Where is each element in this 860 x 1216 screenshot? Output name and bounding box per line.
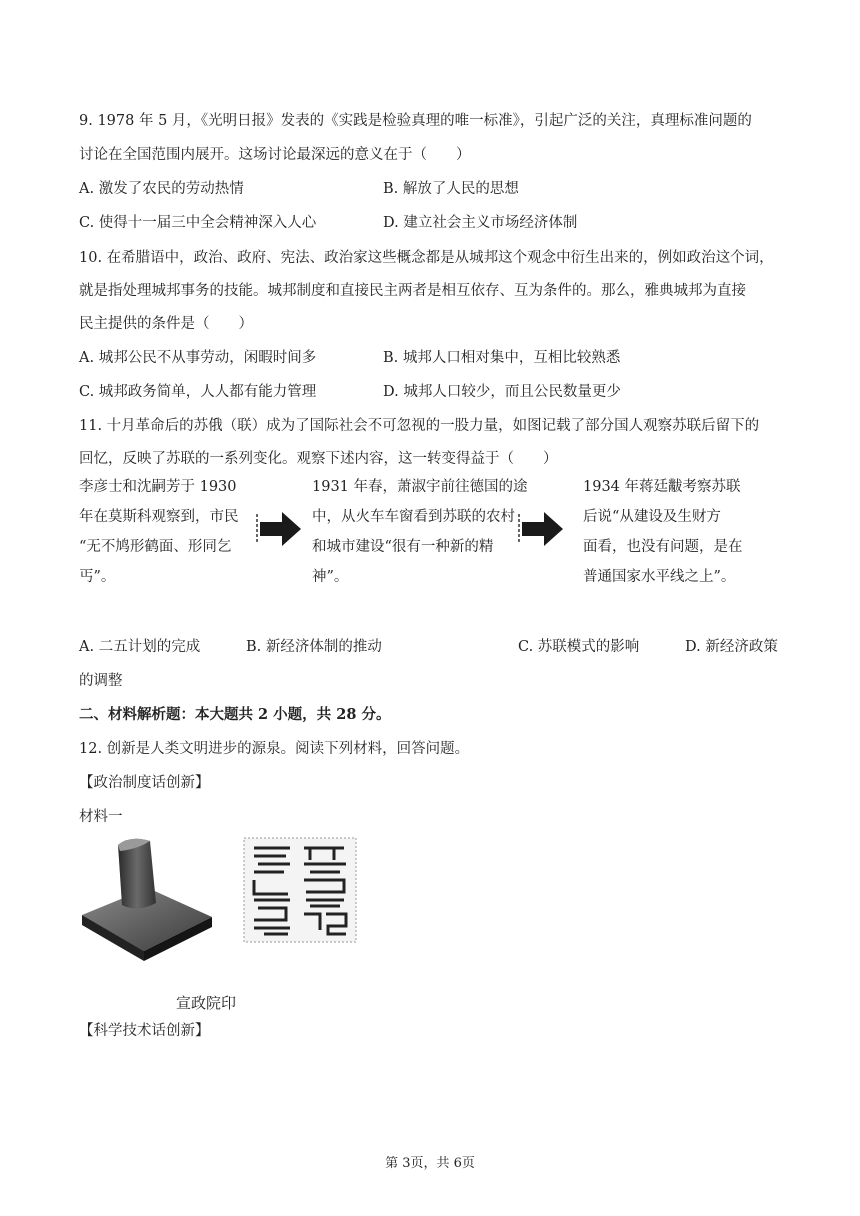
q10-option-d: D. 城邦人口较少，而且公民数量更少	[383, 384, 621, 400]
q11-observation-box-1	[79, 472, 239, 592]
q12-heading-science: 【科学技术话创新】	[79, 1023, 210, 1039]
box2-line: 1931 年春，萧淑宇前往德国的途	[312, 479, 528, 495]
seal-caption: 宣政院印	[176, 994, 237, 1012]
box1-line: 丐”。	[79, 569, 116, 585]
q11-option-d: D. 新经济政策	[685, 639, 778, 655]
section-heading: 二、材料解析题：本大题共 2 小题，共 28 分。	[79, 706, 391, 723]
q9-option-a: A. 激发了农民的劳动热情	[79, 181, 244, 197]
seal-photo-image	[78, 833, 214, 963]
box2-line: 和城市建设“很有一种新的精	[312, 539, 494, 555]
right-arrow-icon	[256, 510, 302, 548]
q10-option-b: B. 城邦人口相对集中，互相比较熟悉	[383, 350, 621, 366]
box2-line: 中，从火车车窗看到苏联的农村	[312, 509, 515, 525]
q11-observation-box-3	[583, 472, 743, 592]
box3-line: 普通国家水平线之上”。	[583, 569, 736, 585]
q11-option-d-continued: 的调整	[79, 673, 123, 689]
q12-material-label: 材料一	[79, 809, 123, 825]
q9-option-b: B. 解放了人民的思想	[383, 181, 519, 197]
q11-line1: 11. 十月革命后的苏俄（联）成为了国际社会不可忽视的一股力量，如图记载了部分国人观察苏联后留下的	[79, 418, 760, 434]
q9-option-d: D. 建立社会主义市场经济体制	[383, 215, 578, 231]
box3-line: 1934 年蒋廷黻考察苏联	[583, 479, 741, 495]
q10-option-c: C. 城邦政务简单，人人都有能力管理	[79, 384, 317, 400]
box1-line: 李彦士和沈嗣芳于 1930	[79, 479, 237, 495]
q10-line2: 就是指处理城邦事务的技能。城邦制度和直接民主两者是相互依存、互为条件的。那么，雅典城邦为直接	[79, 283, 746, 299]
q9-line1: 9. 1978 年 5 月，《光明日报》发表的《实践是检验真理的唯一标准》，引起广泛的关注，真理标准问题的	[79, 113, 752, 129]
box3-line: 后说“从建设及生财方	[583, 509, 721, 525]
q10-line1: 10. 在希腊语中，政治、政府、宪法、政治家这些概念都是从城邦这个观念中衍生出来的，例如政治这个词，	[79, 250, 774, 266]
q9-line2: 讨论在全国范围内展开。这场讨论最深远的意义在于（ ）	[79, 147, 471, 163]
box2-line: 神”。	[312, 569, 349, 585]
q11-option-b: B. 新经济体制的推动	[246, 639, 382, 655]
q9-option-c: C. 使得十一届三中全会精神深入人心	[79, 215, 317, 231]
q10-line3: 民主提供的条件是（ ）	[79, 316, 253, 332]
q11-line2: 回忆，反映了苏联的一系列变化。观察下述内容，这一转变得益于（ ）	[79, 451, 558, 467]
box1-line: “无不鸠形鹤面、形同乞	[79, 539, 232, 555]
page-footer: 第 3页，共 6页	[385, 1156, 475, 1171]
right-arrow-icon	[518, 510, 564, 548]
box1-line: 年在莫斯科观察到，市民	[79, 509, 239, 525]
q11-option-c: C. 苏联模式的影响	[518, 639, 640, 655]
seal-impression-image	[240, 834, 360, 946]
q12-line1: 12. 创新是人类文明进步的源泉。阅读下列材料，回答问题。	[79, 741, 470, 757]
q11-option-a: A. 二五计划的完成	[79, 639, 201, 655]
q11-observation-box-2	[312, 472, 528, 592]
box3-line: 面看，也没有问题，是在	[583, 539, 743, 555]
q12-heading-politics: 【政治制度话创新】	[79, 775, 210, 791]
q10-option-a: A. 城邦公民不从事劳动，闲暇时间多	[79, 350, 317, 366]
